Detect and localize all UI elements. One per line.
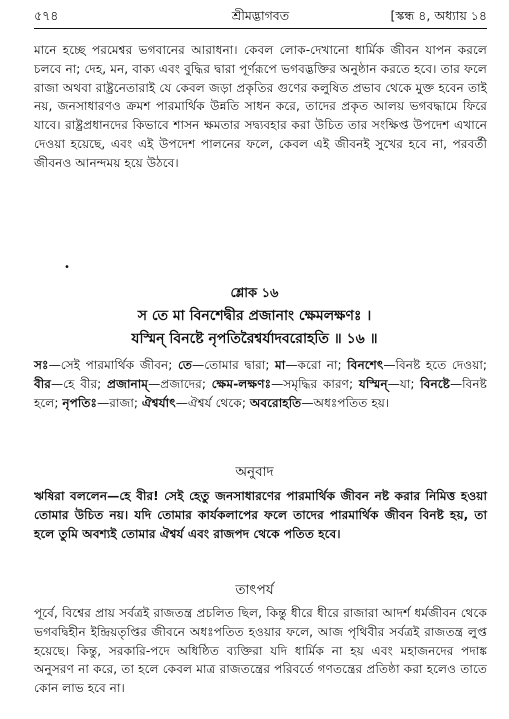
page-number: ৫৭৪ bbox=[34, 8, 59, 23]
synonym-word: ক্ষেম-লক্ষণঃ bbox=[211, 376, 272, 391]
synonym-meaning: হে বীর; bbox=[63, 376, 107, 391]
synonym-separator: — bbox=[449, 376, 463, 391]
synonym-separator: — bbox=[271, 376, 284, 391]
synonym-separator: — bbox=[387, 376, 400, 391]
bullet-mark: • bbox=[64, 262, 70, 273]
shloka-heading: শ্লোক ১৬ bbox=[230, 286, 279, 301]
synonym-meaning: যা; bbox=[399, 376, 421, 391]
synonym-meaning: সমৃদ্ধির কারণ; bbox=[283, 376, 359, 391]
synonym-meaning: প্রজাদের; bbox=[160, 376, 212, 391]
intro-paragraph: মানে হচ্ছে পরমেশ্বর ভগবানের আরাধনা। কেবল লোক-দেখানো ধার্মিক জীবন যাপন করলে চলবে না; দেহ, মন, বাক্য এবং বুদ্ধির দ্বারা পূর্ণরূপে ভগবদ্ভক্তির অনুষ্ঠান করতে হবে। তার ফলে রাজা অথবা রাষ্ট্রনেতারাই যে কেবল জড়া প্রকৃতির গুণের কলুষিত প্রভাব থেকে মুক্ত হবেন তাই নয়, জনসাধারণও ক্রমশ পারমার্থিক উন্নতি সাধন করে, তাদের প্রকৃত আলয় ভগবদ্ধামে ফিরে যাবে। রাষ্ট্রপ্রধানদের কিভাবে শাসন ক্ষমতার সদ্ব্যবহার করা উচিত তার সংক্ষিপ্ত উপদেশ এখানে দেওয়া হয়েছে, এবং এই উপদেশ পালনের ফলে, কেবল এই জীবনই সুখের হবে না, পরবর্তী জীবনও আনন্দময় হয়ে উঠবে। bbox=[34, 43, 487, 170]
synonym-word: যস্মিন্ bbox=[358, 376, 388, 391]
synonym-meaning: ঐশ্বর্য থেকে; bbox=[187, 395, 250, 410]
synonym-separator: — bbox=[97, 395, 110, 410]
word-synonyms bbox=[34, 356, 487, 412]
synonym-word: তে bbox=[177, 358, 193, 372]
translation-text: ঋষিরা বললেন—হে বীর! সেই হেতু জনসাধারণের পারমার্থিক জীবন নষ্ট করার নিমিত্ত হওয়া তোমার উচিত নয়। যদি তোমার কার্যকলাপের ফলে তাদের পারমার্থিক জীবন বিনষ্ট হয়, তা হলে তুমি অবশ্যই তোমার ঐশ্বর্য এবং রাজপদ থেকে পতিত হবে। bbox=[34, 489, 487, 541]
synonym-meaning: অধঃপতিত হয়। bbox=[313, 395, 390, 410]
synonym-meaning: বিনষ্ট হলে; bbox=[34, 376, 487, 410]
synonym-word: নৃপতিঃ bbox=[62, 395, 98, 410]
purport-text: পূর্বে, বিশ্বের প্রায় সর্বত্রই রাজতন্ত্র প্রচলিত ছিল, কিন্তু ধীরে ধীরে রাজারা আদর্শ ধর্মজীবন থেকে ভগবদ্বিহীন ইন্দ্রিয়তৃপ্তির জীবনে অধঃপতিত হওয়ার ফলে, আজ পৃথিবীর সর্বত্রই রাজতন্ত্র লুপ্ত হয়েছে। কিন্তু, সরকারি-পদে অধিষ্ঠিত ব্যক্তিরা যদি ধার্মিক না হয় এবং মহাজনদের পদাঙ্ক অনুসরণ না করে, তা হলে কেবল মাত্র রাজতন্ত্রের পরিবর্তে গণতন্ত্রের প্রতিষ্ঠা করা হলেও তাতে কোন লাভ হবে না। bbox=[34, 606, 487, 696]
synonym-word: বিনশেৎ bbox=[347, 358, 384, 372]
synonym-separator: — bbox=[175, 395, 188, 410]
synonym-separator: — bbox=[301, 395, 314, 410]
chapter-reference: [স্কন্ধ ৪, অধ্যায় ১৪ bbox=[390, 8, 487, 23]
synonym-word: বীর bbox=[34, 376, 51, 391]
translation-heading: অনুবাদ bbox=[235, 464, 274, 480]
synonym-meaning: সেই পারমার্থিক জীবন; bbox=[60, 358, 178, 372]
synonym-meaning: তোমার দ্বারা; bbox=[204, 358, 276, 372]
synonym-separator: — bbox=[383, 358, 396, 372]
book-title: শ্রীমদ্ভাগবত bbox=[231, 8, 290, 23]
synonym-separator: — bbox=[192, 358, 205, 372]
header-divider bbox=[34, 28, 487, 29]
purport-heading: তাৎপর্য bbox=[235, 582, 274, 598]
synonym-separator: — bbox=[148, 376, 161, 391]
synonym-word: ঐশ্বর্যাৎ bbox=[141, 395, 176, 410]
synonym-word: প্রজানাম্ bbox=[106, 376, 149, 391]
synonym-separator: — bbox=[285, 358, 298, 372]
synonym-separator: — bbox=[48, 358, 61, 372]
synonym-separator: — bbox=[50, 376, 64, 391]
synonym-word: বিনষ্টে bbox=[420, 376, 450, 391]
shloka-line-1: স তে মা বিনশেদ্বীর প্রজানাং ক্ষেমলক্ষণঃ । bbox=[137, 308, 372, 324]
synonym-word: অবরোহতি bbox=[249, 395, 302, 410]
synonym-meaning: করো না; bbox=[297, 358, 348, 372]
synonym-meaning: রাজা; bbox=[109, 395, 142, 410]
synonym-word: সঃ bbox=[34, 358, 49, 372]
synonym-meaning: বিনষ্ট হতে দেওয়া; bbox=[395, 358, 488, 372]
synonym-word: মা bbox=[275, 358, 286, 372]
shloka-line-2: যস্মিন্ বিনষ্টে নৃপতিরৈশ্বর্যাদবরোহতি ॥ ১৬ ॥ bbox=[131, 331, 378, 347]
page-header bbox=[34, 6, 487, 26]
